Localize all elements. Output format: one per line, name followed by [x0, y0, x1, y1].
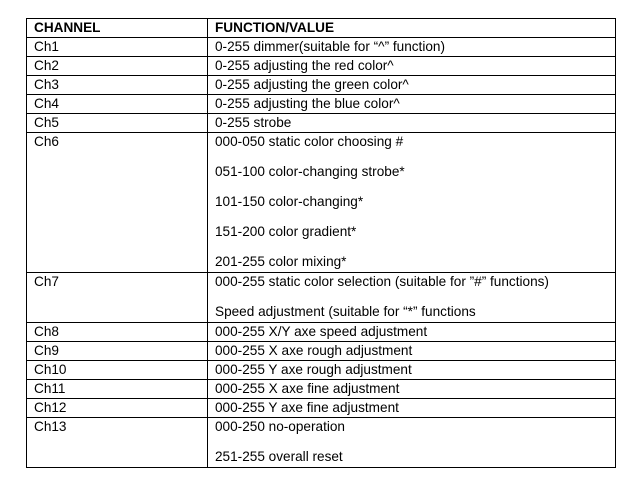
function-value-line: 000-255 Y axe fine adjustment — [215, 400, 399, 415]
table-row — [27, 133, 616, 273]
function-value-line: 000-255 Y axe rough adjustment — [215, 362, 412, 377]
channel-cell: Ch9 — [27, 342, 208, 361]
channel-cell: Ch13 — [27, 418, 208, 468]
channel-cell: Ch7 — [27, 273, 208, 323]
function-cell — [208, 114, 616, 133]
function-value-line: Speed adjustment (suitable for “*” functions — [215, 304, 476, 319]
function-value-line: 201-255 color mixing* — [215, 254, 347, 269]
channel-cell: Ch4 — [27, 95, 208, 114]
header-function-value: FUNCTION/VALUE — [208, 19, 616, 38]
function-value-line: 000-255 static color selection (suitable for ”#” functions) — [215, 274, 549, 289]
channel-cell: Ch11 — [27, 380, 208, 399]
channel-cell: Ch1 — [27, 38, 208, 57]
function-value-line: 151-200 color gradient* — [215, 224, 357, 239]
function-value-line: 0-255 adjusting the red color^ — [215, 58, 394, 73]
function-value-line: 000-250 no-operation — [215, 419, 345, 434]
table-row — [27, 95, 616, 114]
channel-cell: Ch6 — [27, 133, 208, 273]
channel-cell: Ch8 — [27, 323, 208, 342]
table-row — [27, 361, 616, 380]
channel-cell: Ch2 — [27, 57, 208, 76]
table-header-row — [27, 19, 616, 38]
function-cell — [208, 38, 616, 57]
function-value-line: 000-255 X axe rough adjustment — [215, 343, 413, 358]
function-value-line: 0-255 adjusting the blue color^ — [215, 96, 400, 111]
function-value-line: 000-255 X/Y axe speed adjustment — [215, 324, 428, 339]
table-row — [27, 273, 616, 323]
dmx-channel-table — [26, 18, 616, 468]
function-value-line: 0-255 adjusting the green color^ — [215, 77, 409, 92]
channel-cell: Ch12 — [27, 399, 208, 418]
table-row — [27, 399, 616, 418]
function-cell — [208, 76, 616, 95]
table-row — [27, 38, 616, 57]
channel-cell: Ch3 — [27, 76, 208, 95]
table-row — [27, 114, 616, 133]
function-cell — [208, 95, 616, 114]
function-cell — [208, 418, 616, 468]
function-value-line: 0-255 strobe — [215, 115, 292, 130]
function-cell — [208, 133, 616, 273]
function-value-line: 051-100 color-changing strobe* — [215, 164, 405, 179]
function-cell — [208, 273, 616, 323]
function-value-line: 0-255 dimmer(suitable for “^” function) — [215, 39, 446, 54]
channel-cell: Ch5 — [27, 114, 208, 133]
channel-cell: Ch10 — [27, 361, 208, 380]
function-value-line: 101-150 color-changing* — [215, 194, 364, 209]
function-cell — [208, 323, 616, 342]
function-value-line: 251-255 overall reset — [215, 449, 343, 464]
table-row — [27, 342, 616, 361]
function-cell — [208, 57, 616, 76]
table-row — [27, 57, 616, 76]
table-row — [27, 76, 616, 95]
function-value-line: 000-050 static color choosing # — [215, 134, 404, 149]
function-cell — [208, 342, 616, 361]
table-row — [27, 323, 616, 342]
table-body — [27, 38, 616, 468]
table-row — [27, 418, 616, 468]
function-value-line: 000-255 X axe fine adjustment — [215, 381, 400, 396]
table-row — [27, 380, 616, 399]
function-cell — [208, 361, 616, 380]
header-channel: CHANNEL — [27, 19, 208, 38]
function-cell — [208, 380, 616, 399]
function-cell — [208, 399, 616, 418]
